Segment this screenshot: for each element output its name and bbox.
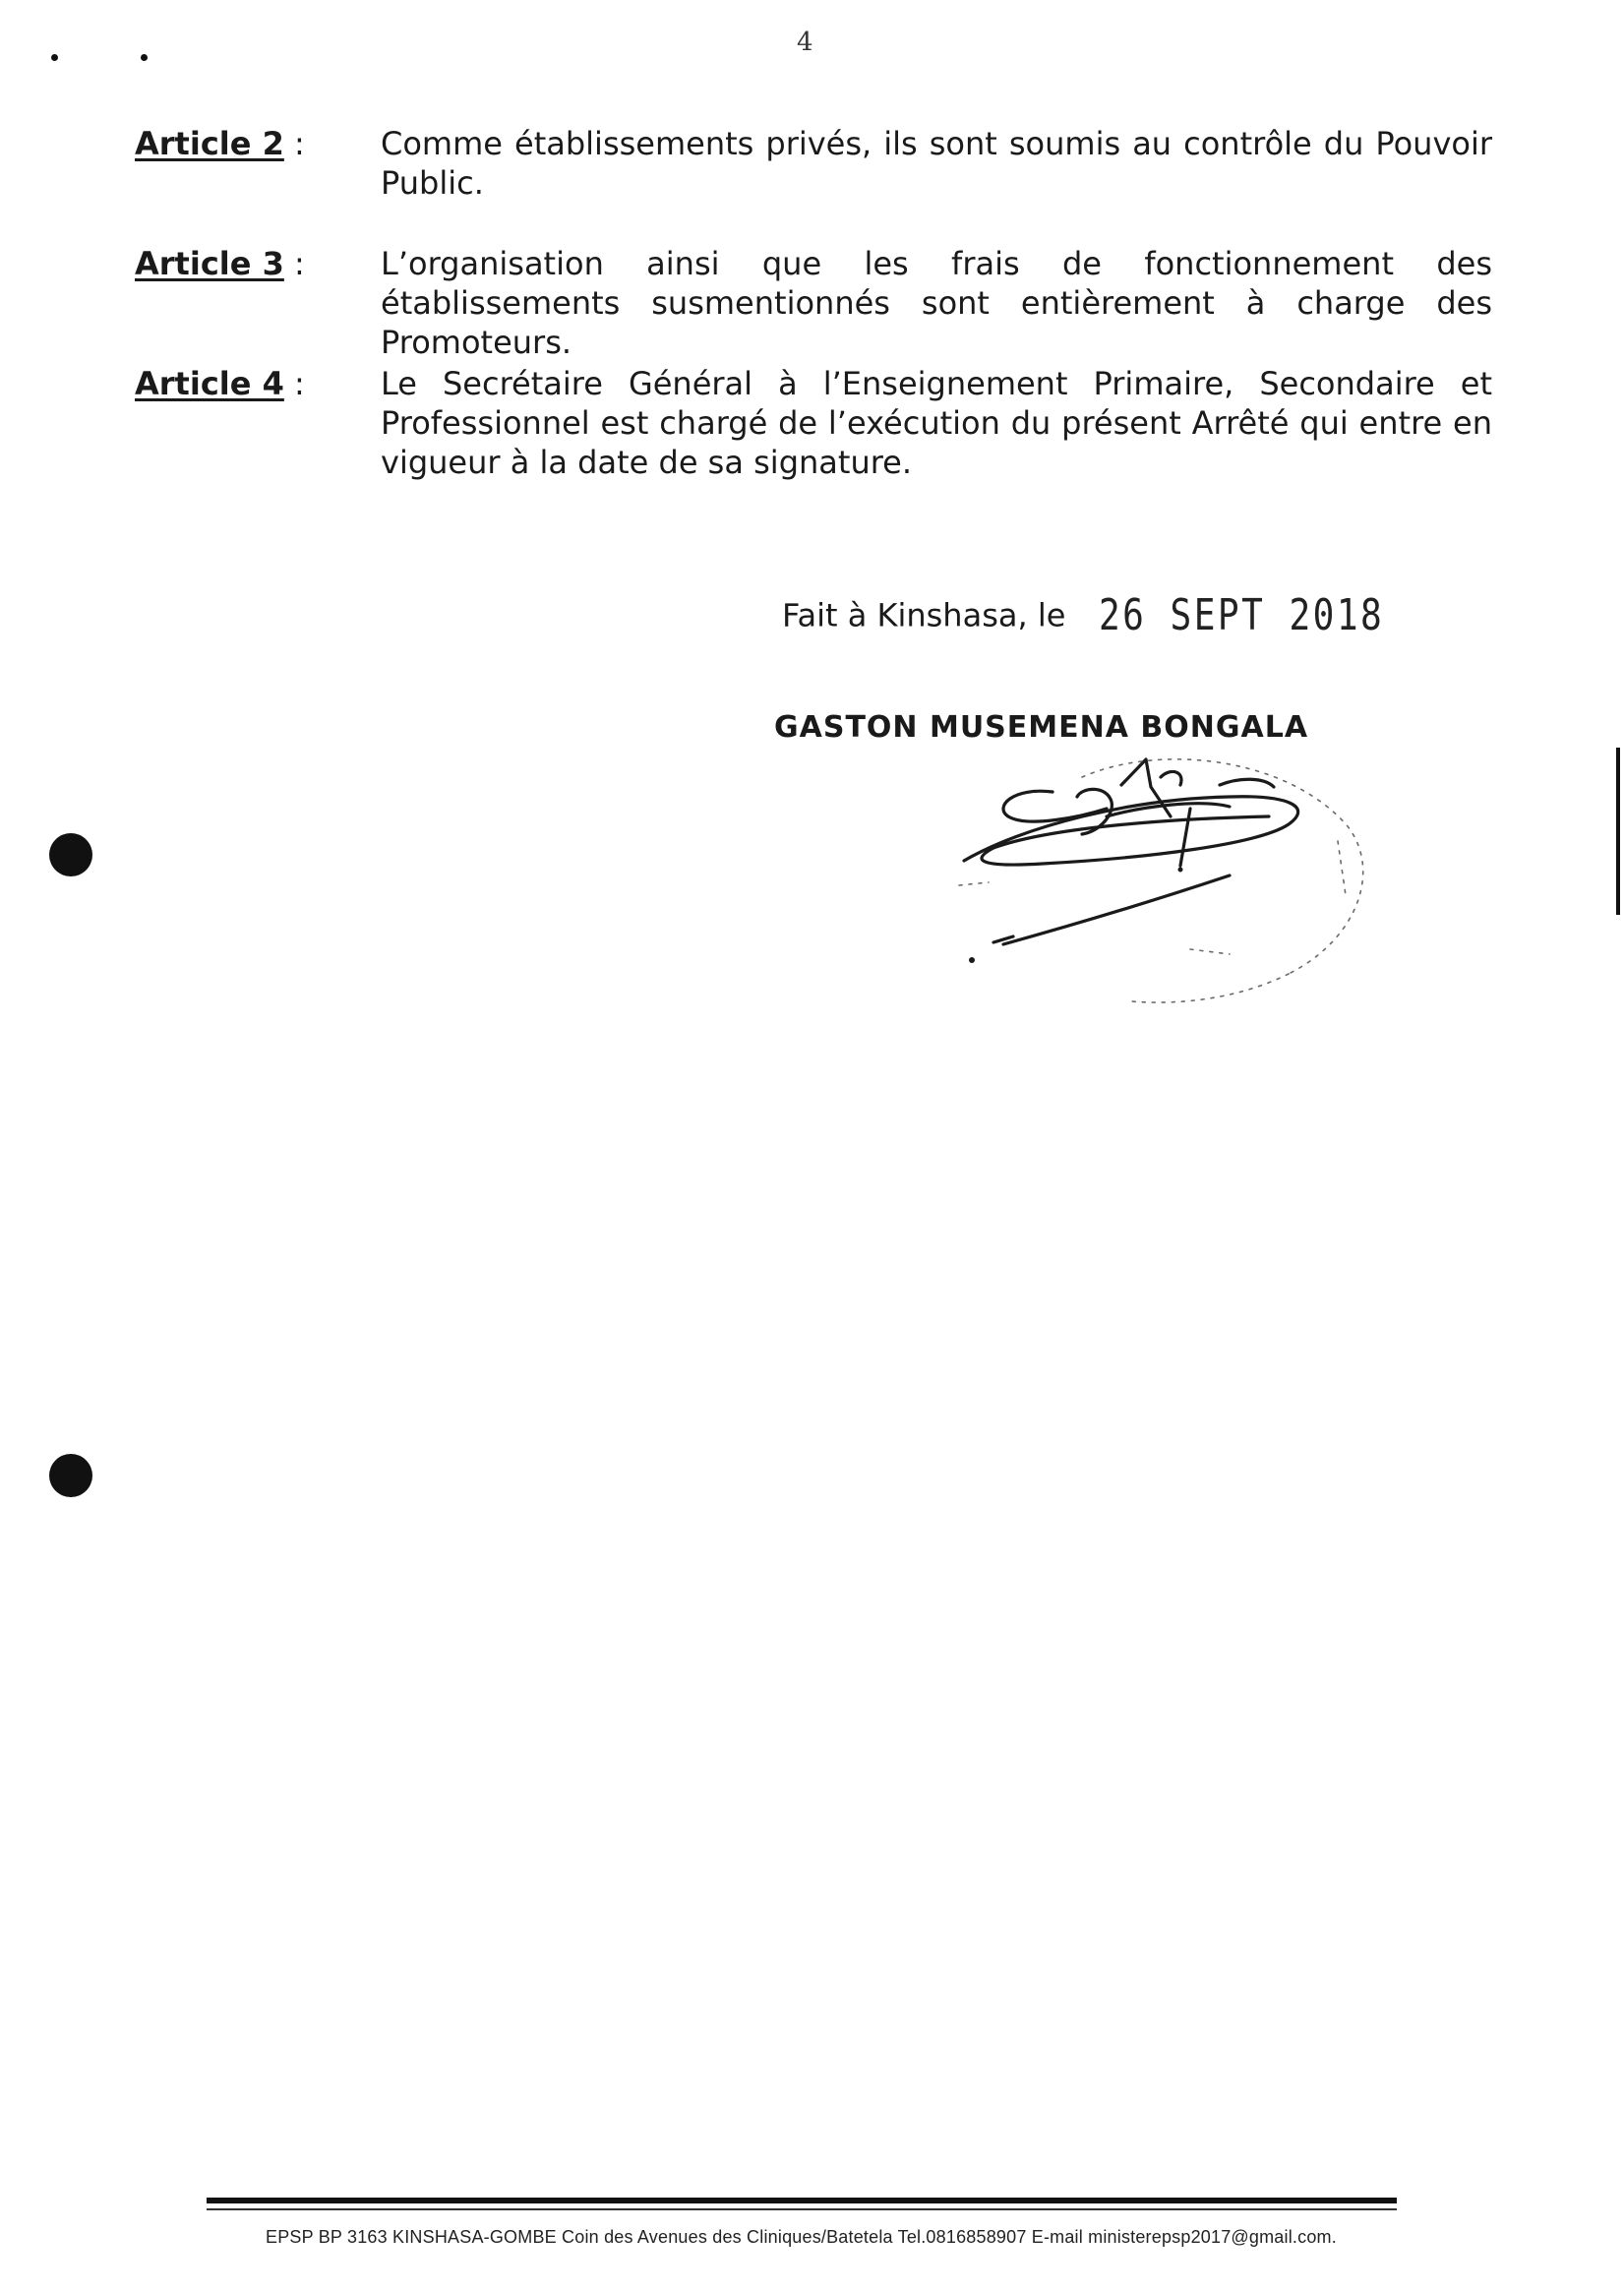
scan-dot xyxy=(51,54,58,61)
footer-address: EPSP BP 3163 KINSHASA-GOMBE Coin des Avenues des Cliniques/Batetela Tel.0816858907 E-mail ministerepsp2017@gmail.com. xyxy=(266,2227,1337,2247)
page-number: 4 xyxy=(797,28,813,57)
article-text: Le Secrétaire Général à l’Enseignement Primaire, Secondaire et Professionnel est chargé de l’exécution du présent Arrêté qui entre en vigueur à la date de sa signature. xyxy=(381,365,1492,481)
article-title: Article 2 xyxy=(135,125,284,162)
scan-dot xyxy=(141,54,148,61)
article-label xyxy=(135,364,305,403)
scan-edge-mark xyxy=(1616,748,1620,915)
punch-hole xyxy=(49,833,92,876)
article-separator: : xyxy=(283,125,305,162)
article-text: L’organisation ainsi que les frais de fonctionnement des établissements susmentionnés sont entièrement à charge des Promoteurs. xyxy=(381,245,1492,361)
place-label: Fait à Kinshasa, le xyxy=(782,596,1066,634)
article-title: Article 3 xyxy=(135,245,284,282)
article-separator: : xyxy=(283,245,305,282)
article-title: Article 4 xyxy=(135,365,284,402)
article-label xyxy=(135,124,305,163)
footer-rule xyxy=(207,2198,1397,2203)
article-separator: : xyxy=(283,365,305,402)
footer-rule-thin xyxy=(207,2208,1397,2210)
punch-hole xyxy=(49,1454,92,1497)
handwritten-signature xyxy=(934,748,1387,1023)
date-stamp: 26 SEPT 2018 xyxy=(1099,590,1385,640)
signatory-name: GASTON MUSEMENA BONGALA xyxy=(774,710,1309,745)
place-and-date xyxy=(782,590,1447,640)
article-text: Comme établissements privés, ils sont soumis au contrôle du Pouvoir Public. xyxy=(381,125,1492,202)
article-label xyxy=(135,244,305,283)
